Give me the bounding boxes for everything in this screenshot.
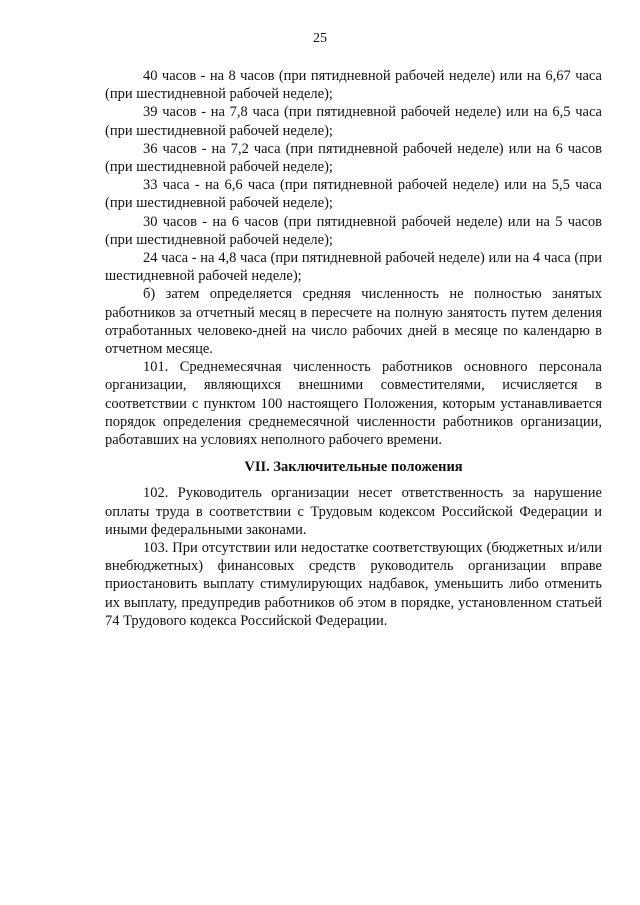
document-body <box>105 67 602 630</box>
paragraph-33-hours: 33 часа - на 6,6 часа (при пятидневной рабочей неделе) или на 5,5 часа (при шестидневной рабочей неделе); <box>105 177 602 212</box>
page-number: 25 <box>313 31 327 46</box>
section-heading: VII. Заключительные положения <box>244 459 463 476</box>
paragraph-36-hours: 36 часов - на 7,2 часа (при пятидневной рабочей неделе) или на 6 часов (при шестидневной рабочей неделе); <box>105 140 602 176</box>
paragraph-b: б) затем определяется средняя численность не полностью занятых работников за отчетный месяц в пересчете на полную занятость путем деления отработанных человеко-дней на число рабочих дней в месяце по календарю в отчетном месяце. <box>105 286 602 358</box>
paragraph-40-hours: 40 часов - на 8 часов (при пятидневной рабочей неделе) или на 6,67 часа (при шестидневной рабочей неделе); <box>105 68 602 103</box>
paragraph-101: 101. Среднемесячная численность работников основного персонала организации, являющихся внешними совместителями, исчисляется в соответствии с пунктом 100 настоящего Положения, которым устанавливается порядок определения среднемесячной численности работников организации, работавших на условиях неполного рабочего времени. <box>105 359 602 449</box>
paragraph-39-hours: 39 часов - на 7,8 часа (при пятидневной рабочей неделе) или на 6,5 часа (при шестидневной рабочей неделе); <box>105 104 602 139</box>
paragraph-24-hours: 24 часа - на 4,8 часа (при пятидневной рабочей неделе) или на 4 часа (при шестидневной рабочей неделе); <box>105 250 602 285</box>
paragraph-102: 102. Руководитель организации несет ответственность за нарушение оплаты труда в соответствии с Трудовым кодексом Российской Федерации и иными федеральными законами. <box>105 485 602 538</box>
paragraph-30-hours: 30 часов - на 6 часов (при пятидневной рабочей неделе) или на 5 часов (при шестидневной рабочей неделе); <box>105 213 602 248</box>
paragraph-103: 103. При отсутствии или недостатке соответствующих (бюджетных и/или внебюджетных) финансовых средств руководитель организации вправе приостановить выплату стимулирующих надбавок, уменьшить либо отменить их выплату, предупредив работников об этом в порядке, установленном статьей 74 Трудового кодекса Российской Федерации. <box>105 540 602 629</box>
